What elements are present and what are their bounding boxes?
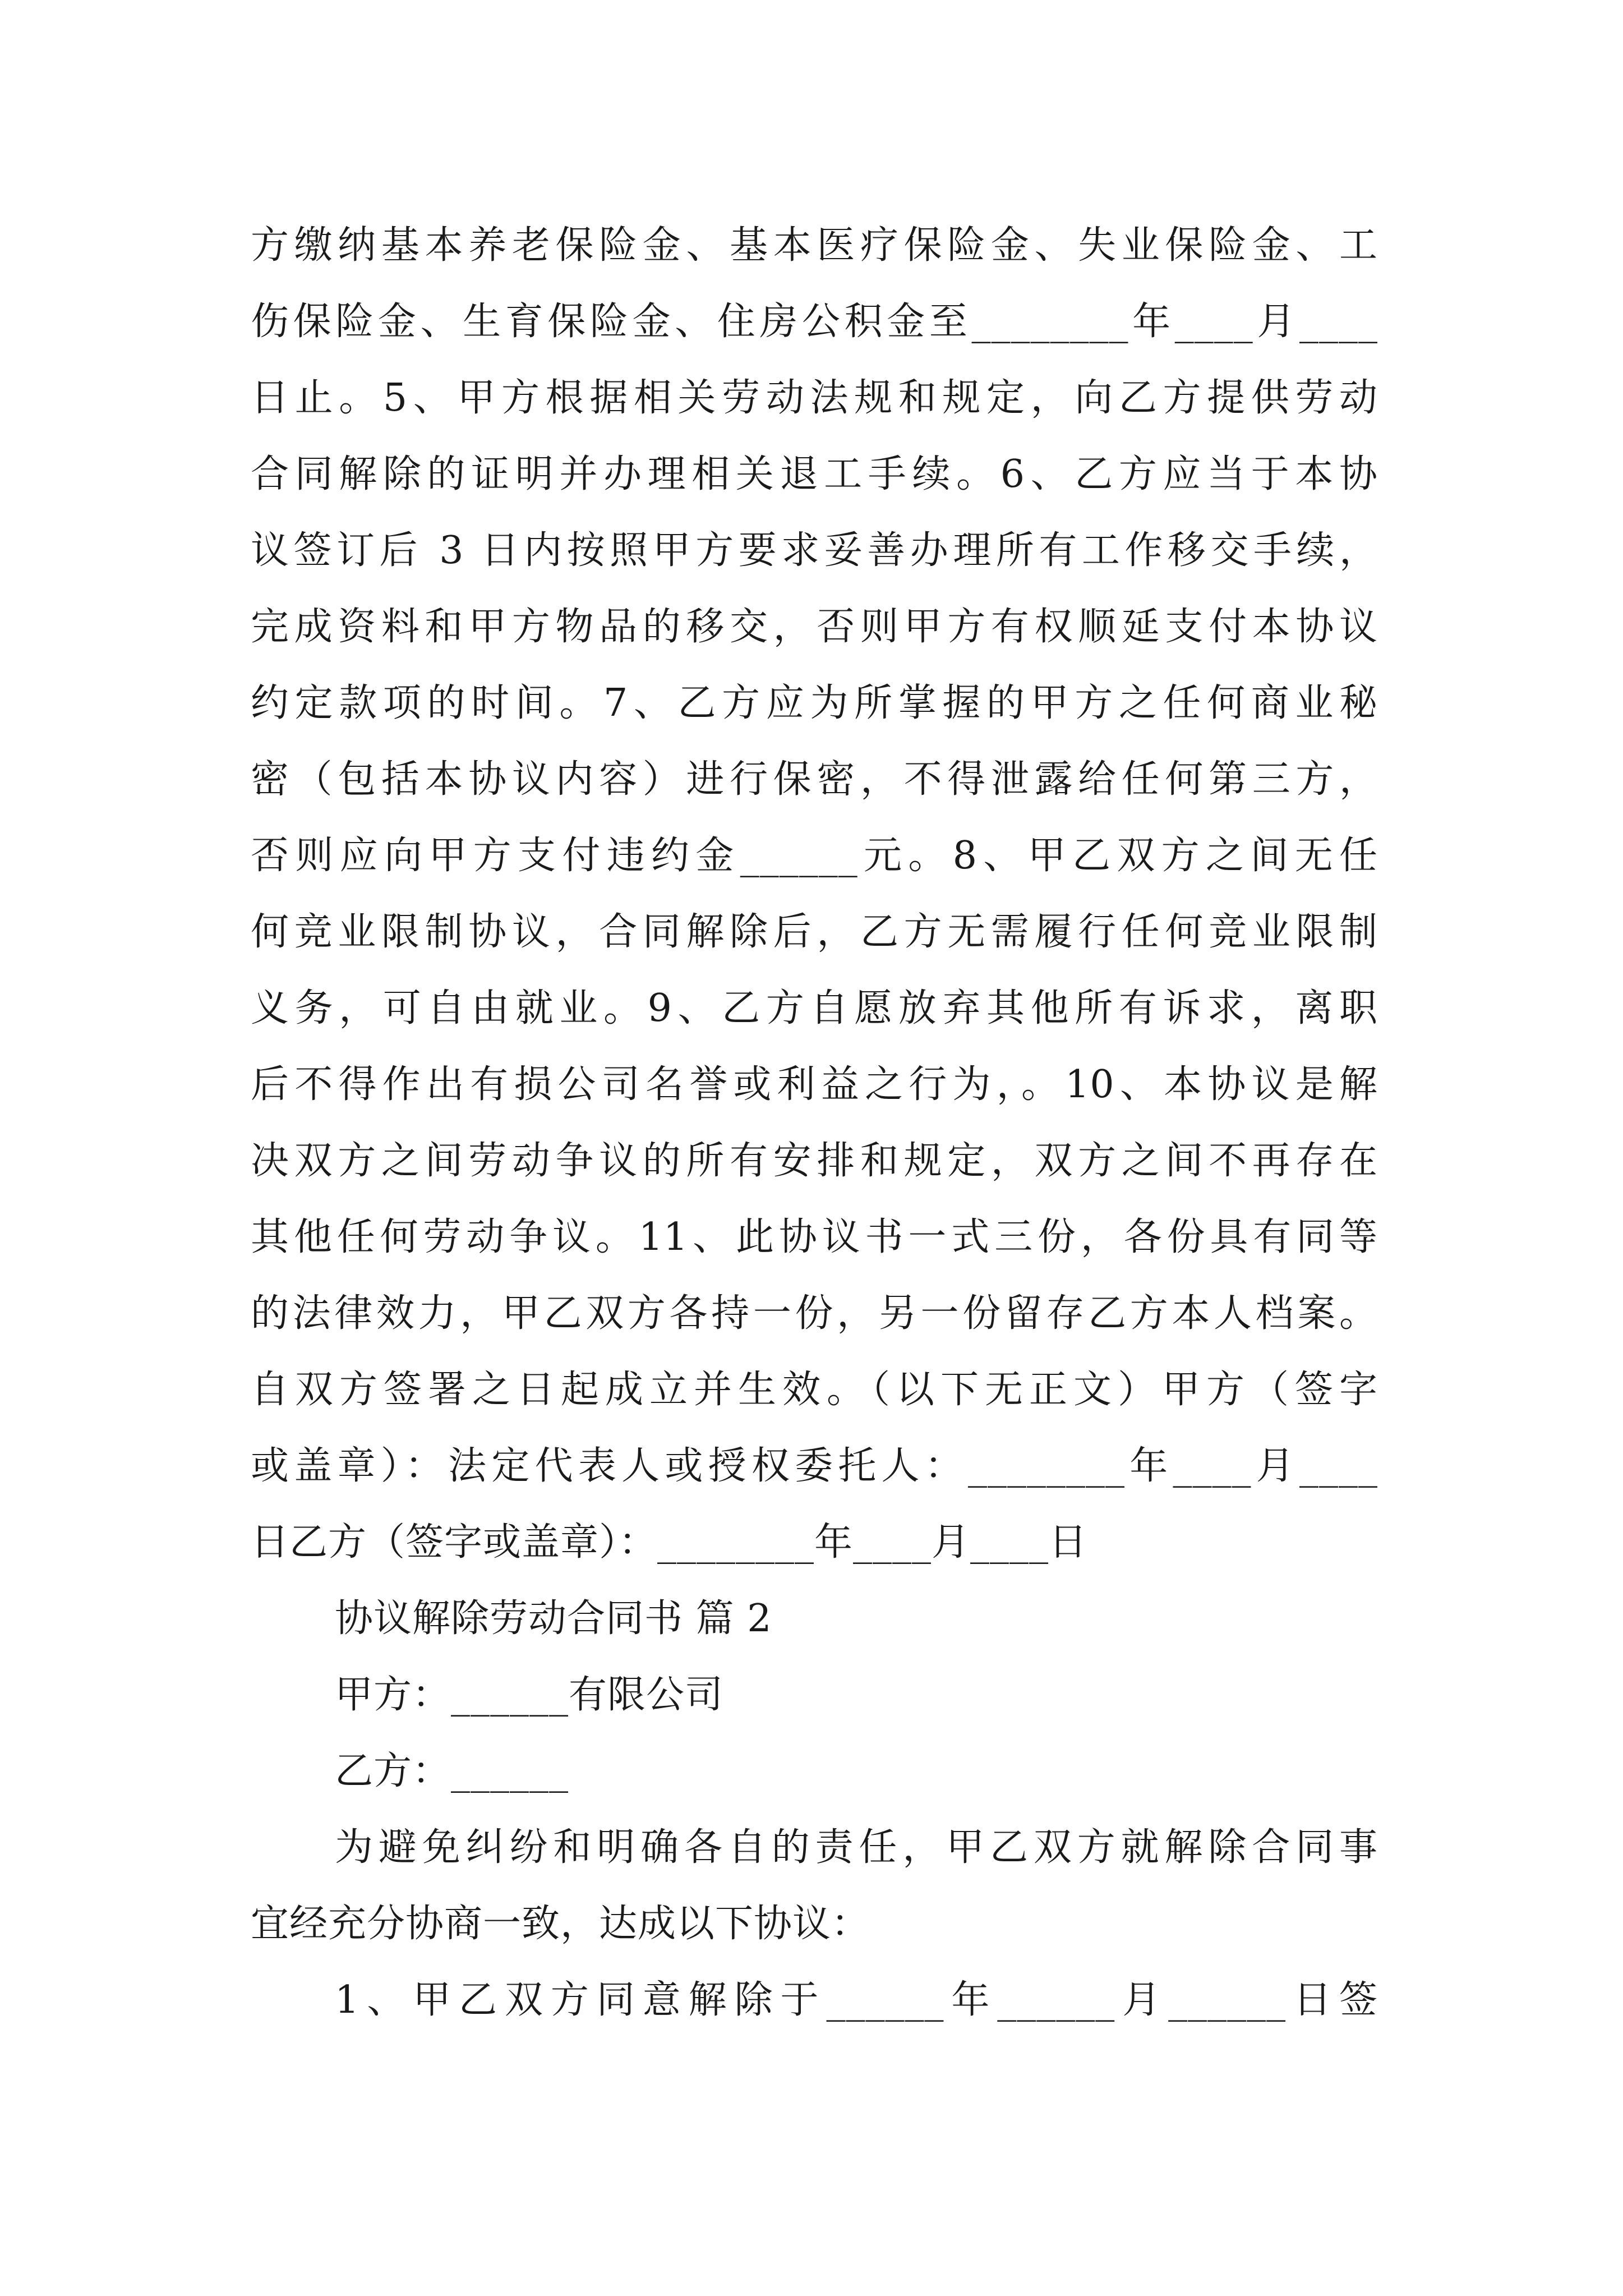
text-line: 否则应向甲方支付违约金______元。8、甲乙双方之间无任 <box>251 834 1378 878</box>
text-line: 完成资料和甲方物品的移交，否则甲方有权顺延支付本协议 <box>251 605 1378 649</box>
text-line: 为避免纠纷和明确各自的责任，甲乙双方就解除合同事 <box>335 1825 1378 1870</box>
text-line: 义务，可自由就业。9、乙方自愿放弃其他所有诉求，离职 <box>251 986 1378 1030</box>
text-line: 决双方之间劳动争议的所有安排和规定，双方之间不再存在 <box>251 1139 1378 1183</box>
intro-paragraph <box>251 1810 1378 1962</box>
document-body <box>251 208 1378 2039</box>
text-line: 方缴纳基本养老保险金、基本医疗保险金、失业保险金、工 <box>251 223 1378 268</box>
text-line: 日乙方（签字或盖章）：________年____月____日 <box>251 1520 1088 1565</box>
text-line: 后不得作出有损公司名誉或利益之行为，。10、本协议是解 <box>251 1062 1378 1107</box>
text-line: 约定款项的时间。7、乙方应为所掌握的甲方之任何商业秘 <box>251 681 1378 725</box>
text-line: 合同解除的证明并办理相关退工手续。6、乙方应当于本协 <box>251 452 1378 496</box>
text-line: 何竞业限制协议，合同解除后，乙方无需履行任何竞业限制 <box>251 910 1378 954</box>
text-line: 宜经充分协商一致，达成以下协议： <box>251 1902 870 1946</box>
section-title: 协议解除劳动合同书 篇 2 <box>335 1596 772 1641</box>
text-line: 或盖章）：法定代表人或授权委托人：________年____月____ <box>251 1444 1378 1488</box>
clause-1: 1、甲乙双方同意解除于______年______月______日签 <box>335 1978 1378 2022</box>
text-line: 自双方签署之日起成立并生效。（以下无正文）甲方（签字 <box>251 1368 1378 1412</box>
text-line: 议签订后 3 日内按照甲方要求妥善办理所有工作移交手续， <box>251 528 1378 573</box>
text-line: 伤保险金、生育保险金、住房公积金至________年____月____ <box>251 300 1378 344</box>
text-line: 日止。5、甲方根据相关劳动法规和规定，向乙方提供劳动 <box>251 376 1378 420</box>
party-b-line: 乙方：______ <box>335 1749 569 1793</box>
paragraph-continuation <box>251 208 1378 1581</box>
text-line: 其他任何劳动争议。11、此协议书一式三份，各份具有同等 <box>251 1215 1378 1259</box>
party-a-line: 甲方：______有限公司 <box>335 1673 724 1717</box>
text-line: 的法律效力，甲乙双方各持一份，另一份留存乙方本人档案。 <box>251 1291 1378 1336</box>
text-line: 密（包括本协议内容）进行保密，不得泄露给任何第三方， <box>251 757 1378 802</box>
